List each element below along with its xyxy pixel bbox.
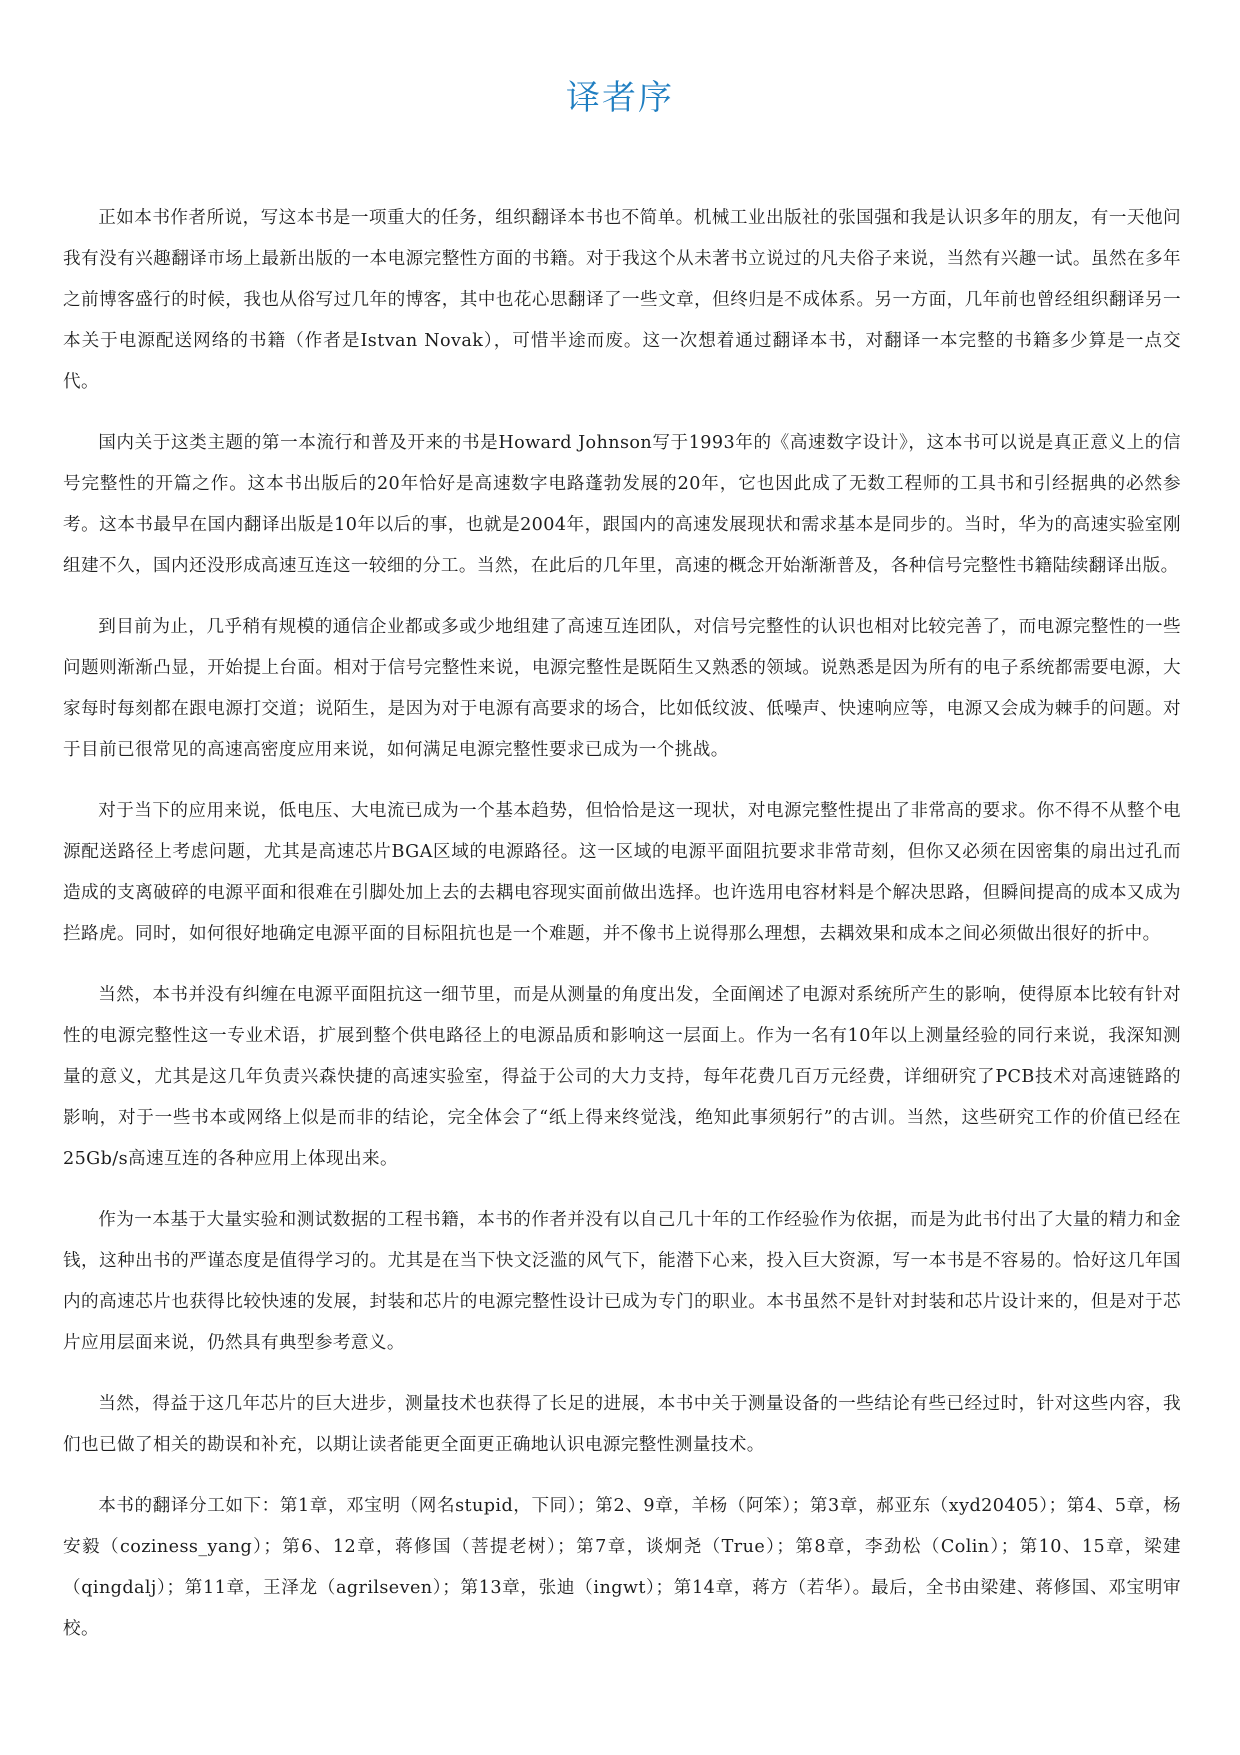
- paragraph-3: 到目前为止，几乎稍有规模的通信企业都或多或少地组建了高速互连团队，对信号完整性的认识也相对比较完善了，而电源完整性的一些问题则渐渐凸显，开始提上台面。相对于信号完整性来说，电源完整性是既陌生又熟悉的领域。说熟悉是因为所有的电子系统都需要电源，大家每时每刻都在跟电源打交道；说陌生，是因为对于电源有高要求的场合，比如低纹波、低噪声、快速响应等，电源又会成为棘手的问题。对于目前已很常见的高速高密度应用来说，如何满足电源完整性要求已成为一个挑战。: [63, 617, 1181, 760]
- paragraph-5: 当然，本书并没有纠缠在电源平面阻抗这一细节里，而是从测量的角度出发，全面阐述了电源对系统所产生的影响，使得原本比较有针对性的电源完整性这一专业术语，扩展到整个供电路径上的电源品质和影响这一层面上。作为一名有10年以上测量经验的同行来说，我深知测量的意义，尤其是这几年负责兴森快捷的高速实验室，得益于公司的大力支持，每年花费几百万元经费，详细研究了PCB技术对高速链路的影响，对于一些书本或网络上似是而非的结论，完全体会了“纸上得来终觉浅，绝知此事须躬行”的古训。当然，这些研究工作的价值已经在25Gb/s高速互连的各种应用上体现出来。: [63, 985, 1181, 1169]
- paragraph-1: 正如本书作者所说，写这本书是一项重大的任务，组织翻译本书也不简单。机械工业出版社的张国强和我是认识多年的朋友，有一天他问我有没有兴趣翻译市场上最新出版的一本电源完整性方面的书籍。对于我这个从未著书立说过的凡夫俗子来说，当然有兴趣一试。虽然在多年之前博客盛行的时候，我也从俗写过几年的博客，其中也花心思翻译了一些文章，但终归是不成体系。另一方面，几年前也曾经组织翻译另一本关于电源配送网络的书籍（作者是Istvan Novak），可惜半途而废。这一次想着通过翻译本书，对翻译一本完整的书籍多少算是一点交代。: [63, 208, 1181, 392]
- paragraph-8: 本书的翻译分工如下：第1章，邓宝明（网名stupid，下同）；第2、9章，羊杨（阿笨）；第3章，郝亚东（xyd20405）；第4、5章，杨安毅（coziness_yang）；第6、12章，蒋修国（菩提老树）；第7章，谈炯尧（True）；第8章，李劲松（Colin）；第10、15章，梁建（qingdalj）；第11章，王泽龙（agrilseven）；第13章，张迪（ingwt）；第14章，蒋方（若华）。最后，全书由梁建、蒋修国、邓宝明审校。: [63, 1496, 1181, 1639]
- preface-body: [63, 198, 1181, 1670]
- paragraph-7: 当然，得益于这几年芯片的巨大进步，测量技术也获得了长足的进展，本书中关于测量设备的一些结论有些已经过时，针对这些内容，我们也已做了相关的勘误和补充，以期让读者能更全面更正确地认识电源完整性测量技术。: [63, 1394, 1181, 1455]
- paragraph-6: 作为一本基于大量实验和测试数据的工程书籍，本书的作者并没有以自己几十年的工作经验作为依据，而是为此书付出了大量的精力和金钱，这种出书的严谨态度是值得学习的。尤其是在当下快文泛滥的风气下，能潜下心来，投入巨大资源，写一本书是不容易的。恰好这几年国内的高速芯片也获得比较快速的发展，封装和芯片的电源完整性设计已成为专门的职业。本书虽然不是针对封装和芯片设计来的，但是对于芯片应用层面来说，仍然具有典型参考意义。: [63, 1210, 1181, 1353]
- page-title: 译者序: [566, 78, 674, 118]
- paragraph-2: 国内关于这类主题的第一本流行和普及开来的书是Howard Johnson写于1993年的《高速数字设计》，这本书可以说是真正意义上的信号完整性的开篇之作。这本书出版后的20年恰好是高速数字电路蓬勃发展的20年，它也因此成了无数工程师的工具书和引经据典的必然参考。这本书最早在国内翻译出版是10年以后的事，也就是2004年，跟国内的高速发展现状和需求基本是同步的。当时，华为的高速实验室刚组建不久，国内还没形成高速互连这一较细的分工。当然，在此后的几年里，高速的概念开始渐渐普及，各种信号完整性书籍陆续翻译出版。: [63, 433, 1181, 576]
- paragraph-4: 对于当下的应用来说，低电压、大电流已成为一个基本趋势，但恰恰是这一现状，对电源完整性提出了非常高的要求。你不得不从整个电源配送路径上考虑问题，尤其是高速芯片BGA区域的电源路径。这一区域的电源平面阻抗要求非常苛刻，但你又必须在因密集的扇出过孔而造成的支离破碎的电源平面和很难在引脚处加上去的去耦电容现实面前做出选择。也许选用电容材料是个解决思路，但瞬间提高的成本又成为拦路虎。同时，如何很好地确定电源平面的目标阻抗也是一个难题，并不像书上说得那么理想，去耦效果和成本之间必须做出很好的折中。: [63, 801, 1181, 944]
